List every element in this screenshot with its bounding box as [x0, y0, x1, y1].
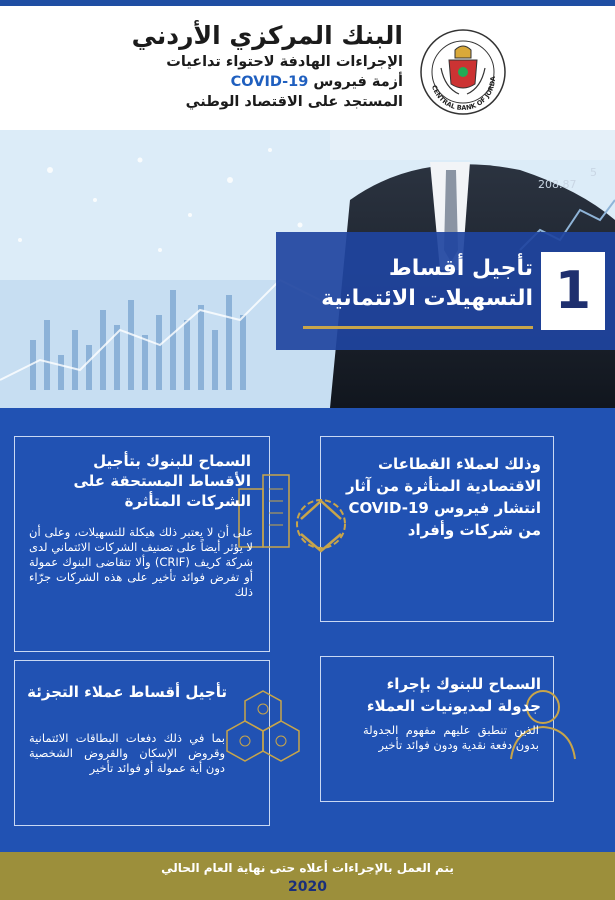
section-title: تأجيل أقساط التسهيلات الائتمانية: [321, 256, 533, 311]
card-heading: السماح للبنوك بتأجيل الأقساط المستحقة على الشركات المتأثرة: [73, 452, 251, 510]
card-body: على أن لا يعتبر ذلك هيكلة للتسهيلات، وعلى أن لا يؤثر أيضاً على تصنيف الشركات الائتماني لدى شركة كريف (CRIF) وألا تتقاضى البنوك عمولة أو تفرض فوائد تأخير على هذه الشركات جرّاء ذلك: [29, 525, 253, 599]
card-body: بما في ذلك دفعات البطاقات الائتمانية وقروض الإسكان والقروض الشخصية دون أية عمولة أو فوائد تأخير: [29, 731, 225, 775]
central-bank-logo: [419, 28, 507, 116]
crest-icon: [419, 28, 507, 116]
hero-number-2: 5: [590, 166, 597, 179]
footer-year: 2020: [288, 879, 327, 895]
card-corporate-deferral: [14, 436, 270, 652]
header-line-3: المستجد على الاقتصاد الوطني: [185, 94, 403, 110]
covid-highlight: COVID-19: [230, 74, 309, 90]
hero-number: 208.87: [538, 178, 577, 191]
header-title-block: [103, 20, 403, 112]
card-heading: وذلك لعملاء القطاعات الاقتصادية المتأثرة من آثار انتشار فيروس COVID-19 من شركات وأفراد: [346, 455, 541, 539]
header-line-2: أزمة فيروس COVID-19: [230, 74, 403, 90]
header: [0, 6, 615, 130]
measures-section: [0, 408, 615, 852]
footer-bar: [0, 852, 615, 900]
card-heading: السماح للبنوك بإجراء جدولة لمديونيات العملاء: [366, 675, 541, 715]
bank-name: البنك المركزي الأردني: [131, 21, 403, 50]
footer-note: يتم العمل بالإجراءات أعلاه حتى نهاية العام الحالي: [161, 861, 454, 875]
card-heading: تأجيل أقساط عملاء التجزئة: [27, 683, 227, 701]
card-retail-deferral: [14, 660, 270, 826]
svg-text:CENTRAL BANK OF JORDAN: CENTRAL BANK OF JORDA: [430, 76, 498, 113]
card-affected-sectors: [320, 436, 554, 622]
header-line-1: الإجراءات الهادفة لاحتواء تداعيات: [166, 54, 403, 70]
section-banner: [276, 232, 615, 350]
people-network-icon: [223, 685, 303, 765]
card-debt-rescheduling: [320, 656, 554, 802]
card-body: الذين تنطبق عليهم مفهوم الجدولة بدون دفعة نقدية ودون فوائد تأخير: [363, 723, 539, 752]
gold-underline: [303, 326, 533, 329]
section-number: 1: [541, 252, 605, 330]
